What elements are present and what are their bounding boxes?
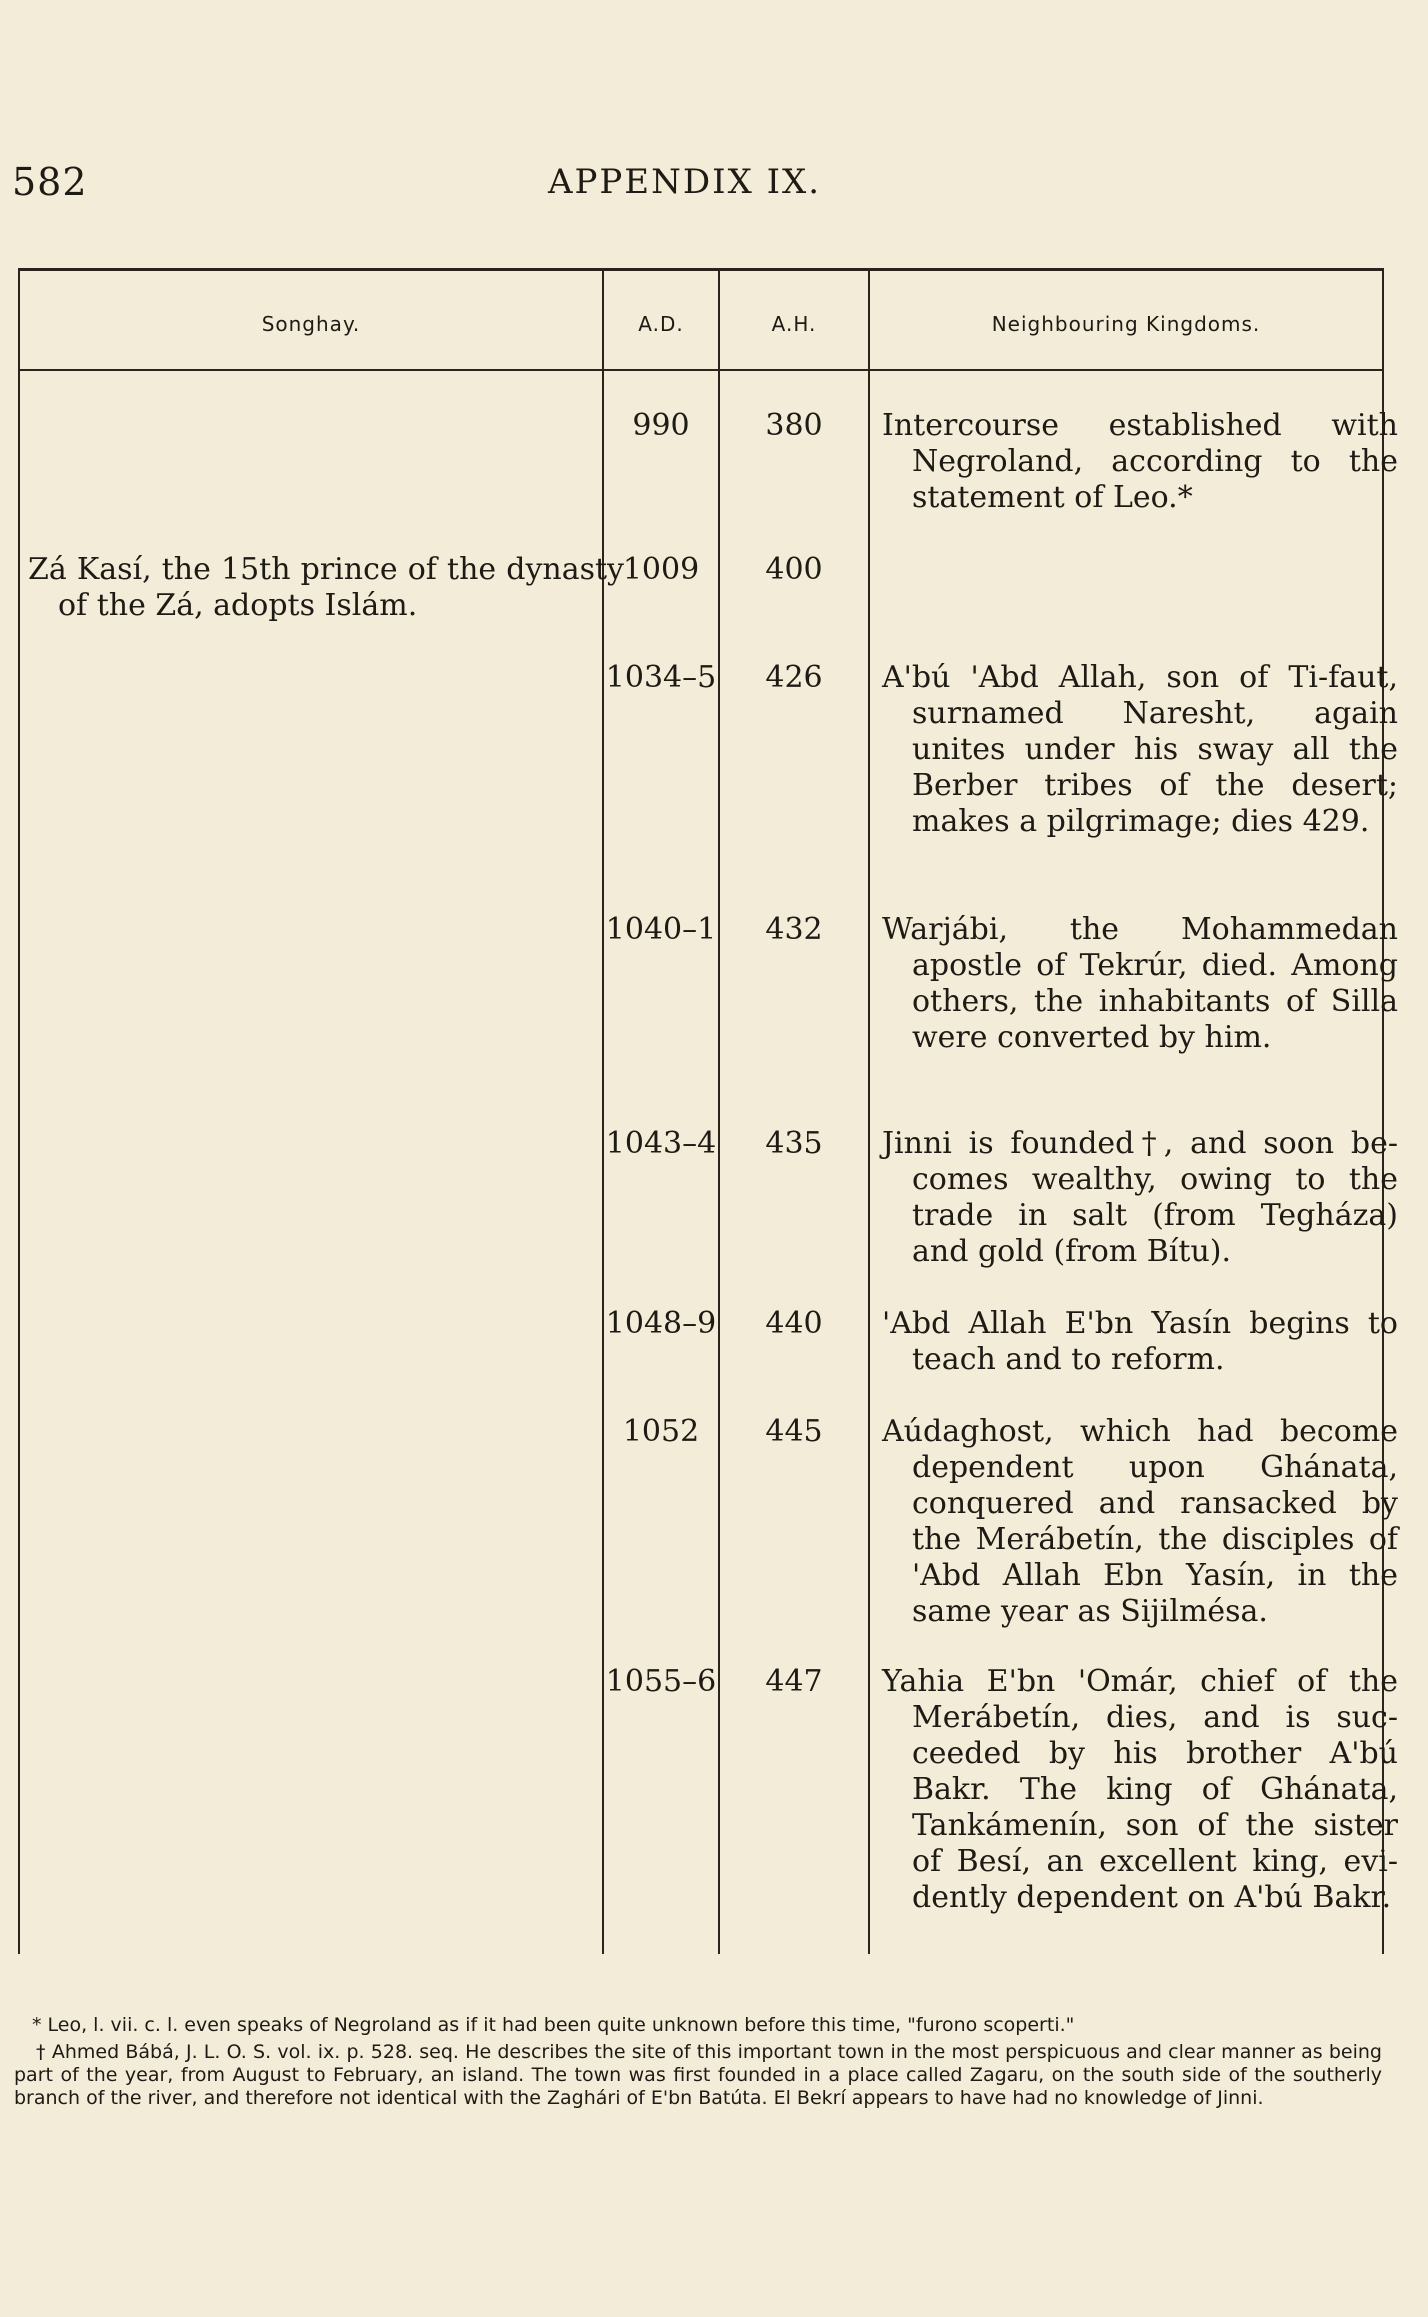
table-row-neighbouring: Aúdaghost, which had become dependent upon Ghánata, conquered and ransacked by the Merábetín, the disciples of 'Abd Allah Ebn Yasín, in the same year as Sijilmésa. bbox=[882, 1414, 1398, 1629]
table-row-ah: 447 bbox=[765, 1664, 823, 1699]
column-divider-ah-neighbouring bbox=[868, 268, 870, 1954]
column-divider-songhay-ad bbox=[602, 268, 604, 1954]
table-row-ah: 400 bbox=[765, 552, 823, 587]
column-divider-ad-ah bbox=[718, 268, 720, 1954]
table-top-rule bbox=[18, 268, 1384, 271]
table-row-ah: 435 bbox=[765, 1126, 823, 1161]
table-row-ah: 432 bbox=[765, 912, 823, 947]
table-row-ad: 1009 bbox=[622, 552, 700, 587]
column-header-ah: A.H. bbox=[771, 312, 817, 336]
column-header-neighbouring: Neighbouring Kingdoms. bbox=[991, 312, 1261, 336]
table-row-ad: 990 bbox=[632, 408, 690, 443]
footnote-leo: * Leo, l. vii. c. l. even speaks of Negroland as if it had been quite unknown before this time, "furono scoperti." bbox=[32, 2014, 1075, 2036]
table-header-rule bbox=[18, 369, 1384, 371]
footnote-ahmed-baba: † Ahmed Bábá, J. L. O. S. vol. ix. p. 528. seq. He describes the site of this important town in the most perspicuous and clear manner as being part of the year, from August to February, an island. The town was first founded in a place called Zagaru, on the south side of the southerly branch of the river, and therefore not identical with the Zaghári of E'bn Batúta. El Bekrí appears to have had no knowledge of Jinni. bbox=[14, 2041, 1382, 2109]
table-row-neighbouring: Intercourse established with Negroland, according to the statement of Leo.* bbox=[882, 408, 1398, 515]
footnotes bbox=[14, 2014, 1382, 2114]
table-row-ad: 1034–5 bbox=[605, 660, 717, 695]
table-row-ad: 1040–1 bbox=[605, 912, 717, 947]
table-row-ad: 1043–4 bbox=[605, 1126, 717, 1161]
table-row-neighbouring: A'bú 'Abd Allah, son of Ti-faut, surnamed Naresht, again unites under his sway all the Berber tribes of the desert; makes a pilgrimage; dies 429. bbox=[882, 660, 1398, 839]
table-row-neighbouring: Yahia E'bn 'Omár, chief of the Merábetín, dies, and is suc-ceeded by his brother A'bú Bakr. The king of Ghánata, Tankámenín, son of the sister of Besí, an excellent king, evi-dently dependent on A'bú Bakr. bbox=[882, 1664, 1398, 1915]
table-row-ad: 1055–6 bbox=[605, 1664, 717, 1699]
column-header-songhay: Songhay. bbox=[261, 312, 361, 336]
table-row-songhay: Zá Kasí, the 15th prince of the dynasty of the Zá, adopts Islám. bbox=[28, 552, 624, 623]
table-row-neighbouring: Jinni is founded†, and soon be-comes wealthy, owing to the trade in salt (from Tegháza) and gold (from Bítu). bbox=[882, 1126, 1398, 1269]
page-number: 582 bbox=[12, 160, 88, 204]
table-row-ad: 1052 bbox=[622, 1414, 700, 1449]
table-row-ah: 380 bbox=[765, 408, 823, 443]
table-row-ah: 440 bbox=[765, 1306, 823, 1341]
table-row-ah: 445 bbox=[765, 1414, 823, 1449]
table-row-neighbouring: Warjábi, the Mohammedan apostle of Tekrúr, died. Among others, the inhabitants of Silla were converted by him. bbox=[882, 912, 1398, 1055]
chronological-table bbox=[18, 268, 1398, 1954]
column-header-ad: A.D. bbox=[638, 312, 684, 336]
table-left-border bbox=[18, 268, 20, 1954]
table-row-neighbouring: 'Abd Allah E'bn Yasín begins to teach and to reform. bbox=[882, 1306, 1398, 1377]
table-row-ad: 1048–9 bbox=[605, 1306, 717, 1341]
table-row-ah: 426 bbox=[765, 660, 823, 695]
running-title: APPENDIX IX. bbox=[548, 162, 822, 202]
